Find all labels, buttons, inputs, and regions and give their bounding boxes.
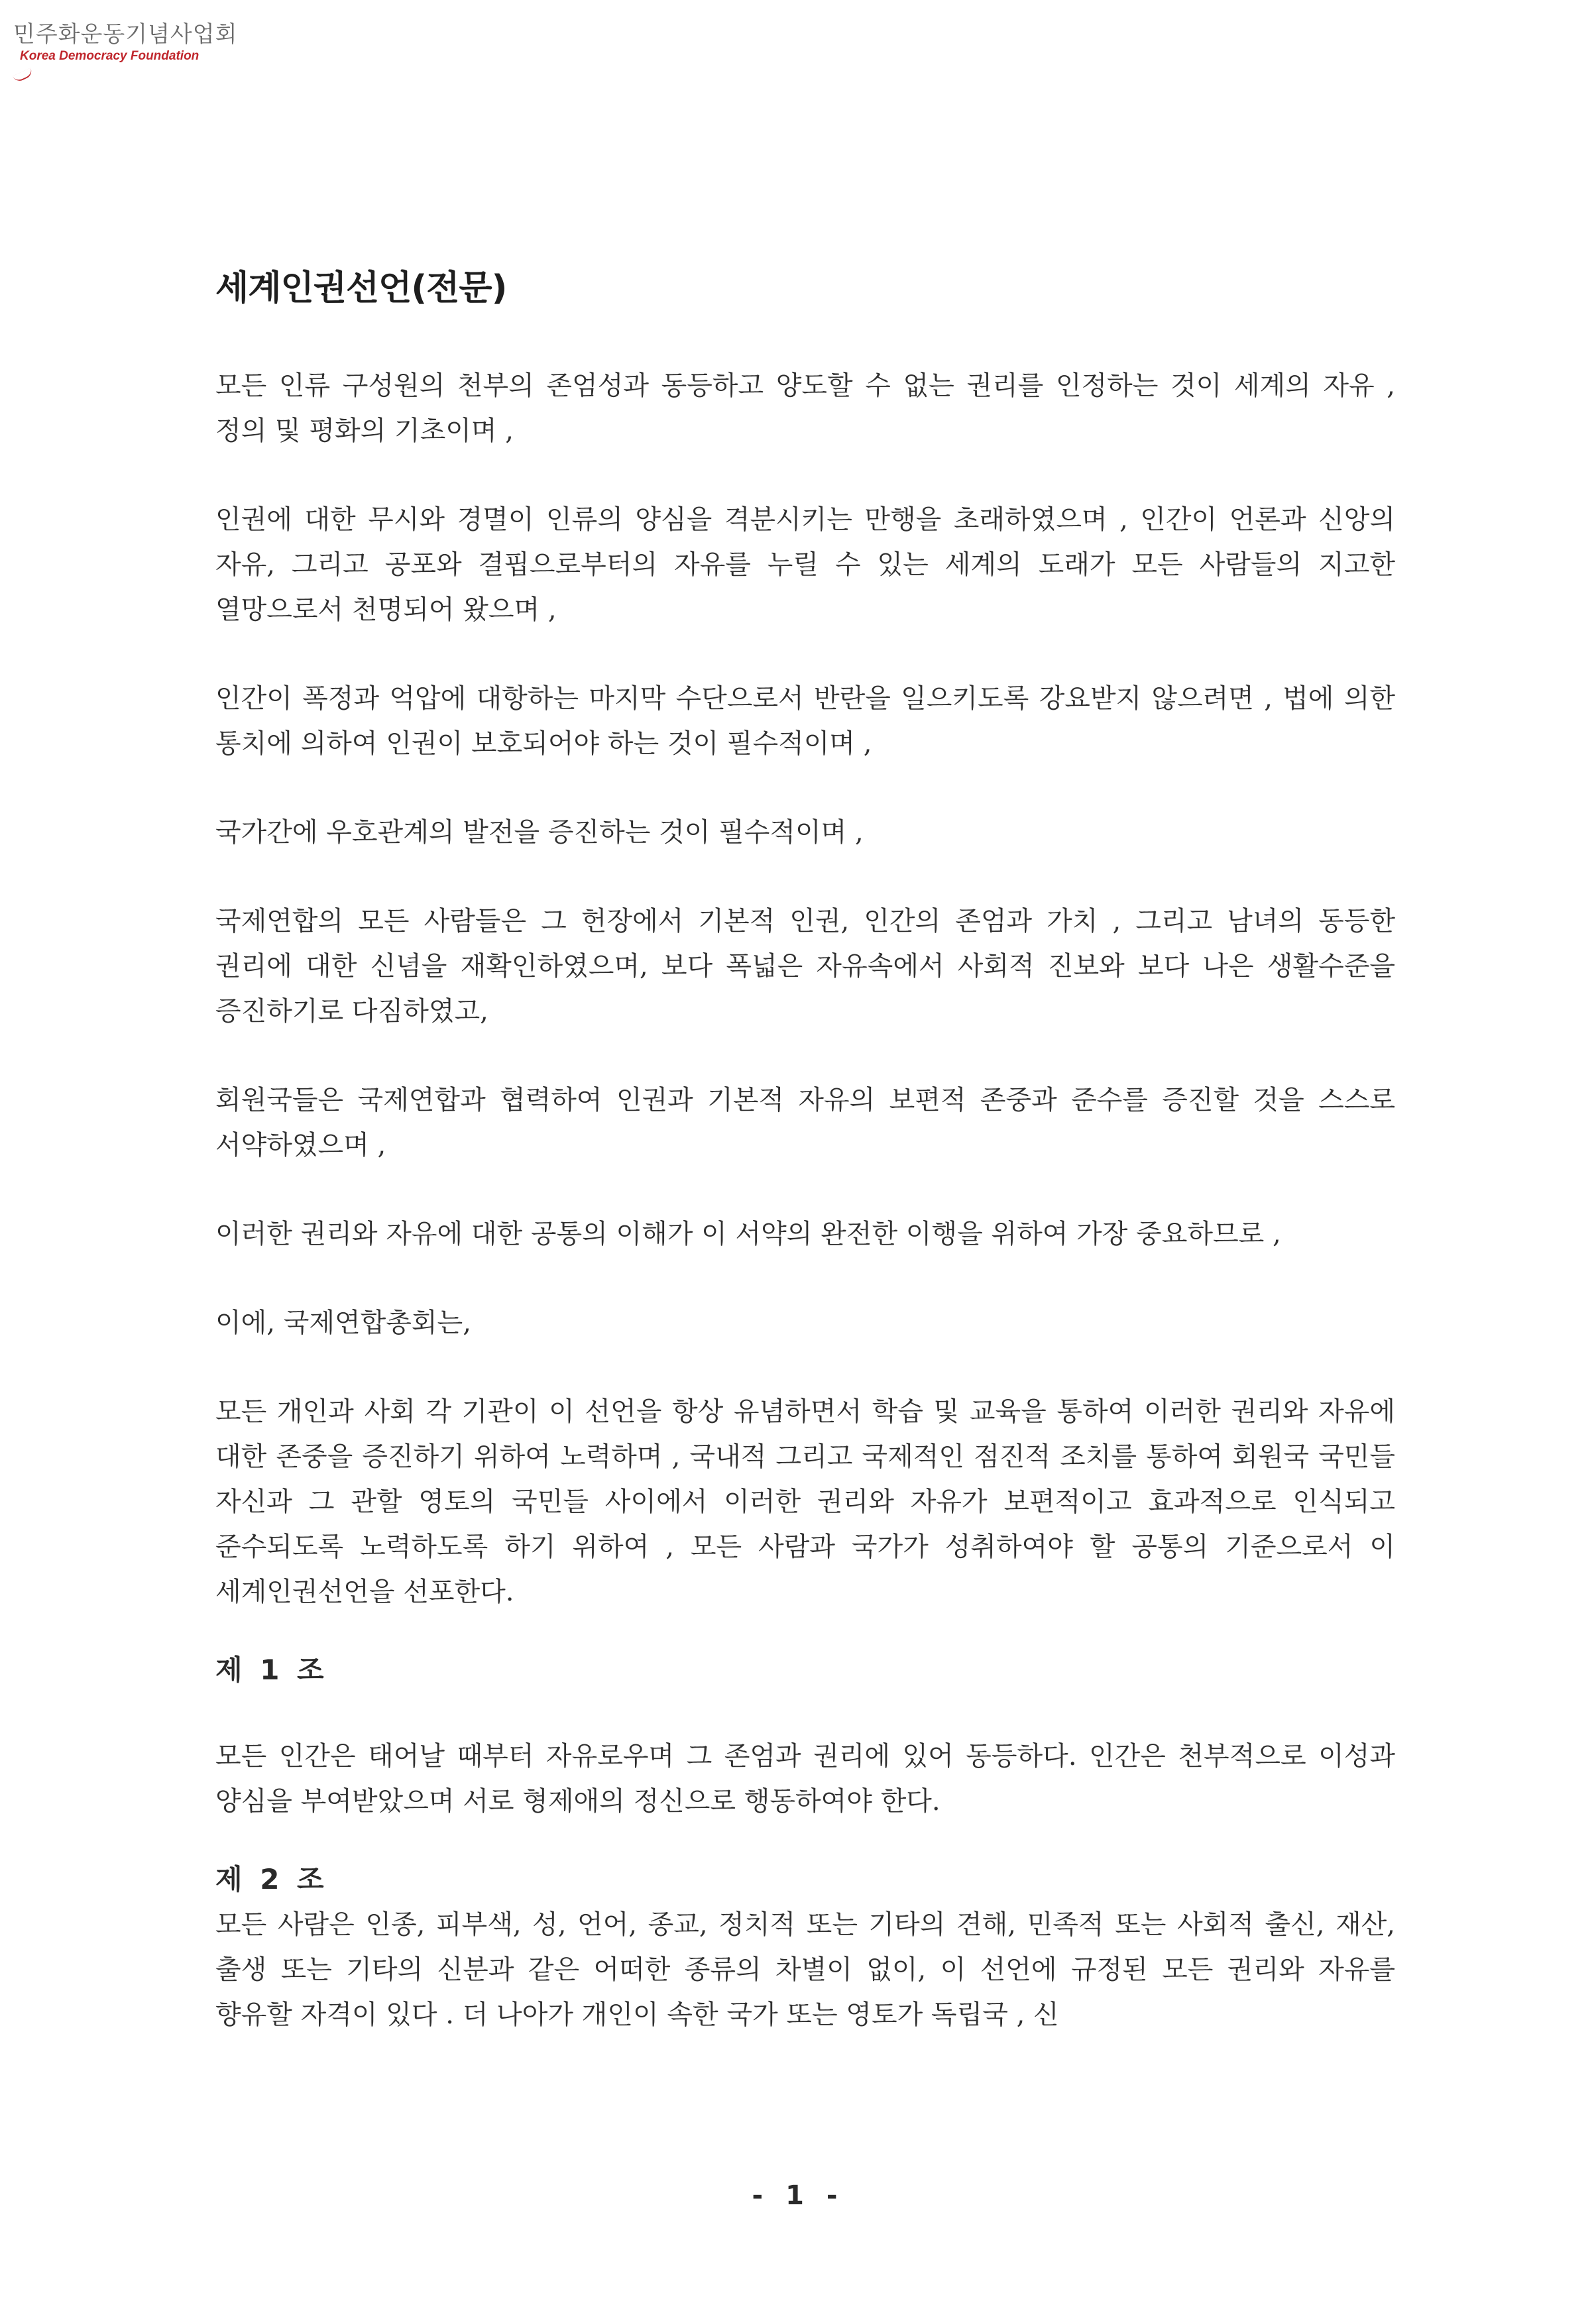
document-body bbox=[215, 363, 1395, 2037]
article-1-heading: 제 1 조 bbox=[215, 1654, 328, 1686]
page-number: - 1 - bbox=[752, 2180, 844, 2211]
logo-english-text: Korea Democracy Foundation bbox=[20, 49, 200, 63]
logo-swoosh-icon bbox=[13, 68, 34, 84]
preamble-paragraph: 이러한 권리와 자유에 대한 공통의 이해가 이 서약의 완전한 이행을 위하여 가장 중요하므로 , bbox=[215, 1219, 1281, 1249]
preamble-paragraph: 모든 인류 구성원의 천부의 존엄성과 동등하고 양도할 수 없는 권리를 인정하는 것이 세계의 자유 , 정의 및 평화의 기초이며 , bbox=[215, 370, 1395, 446]
article-2-text: 모든 사람은 인종, 피부색, 성, 언어, 종교, 정치적 또는 기타의 견해, 민족적 또는 사회적 출신, 재산, 출생 또는 기타의 신분과 같은 어떠한 종류의 차별이 없이, 이 선언에 규정된 모든 권리와 자유를 향유할 자격이 있다 . 더 나아가 개인이 속한 국가 또는 영토가 독립국 , 신 bbox=[215, 1909, 1395, 2030]
article-1-text: 모든 인간은 태어날 때부터 자유로우며 그 존엄과 권리에 있어 동등하다. 인간은 천부적으로 이성과 양심을 부여받았으며 서로 형제애의 정신으로 행동하여야 한다. bbox=[215, 1741, 1395, 1817]
preamble-paragraph: 국가간에 우호관계의 발전을 증진하는 것이 필수적이며 , bbox=[215, 817, 864, 848]
preamble-paragraph: 모든 개인과 사회 각 기관이 이 선언을 항상 유념하면서 학습 및 교육을 통하여 이러한 권리와 자유에 대한 존중을 증진하기 위하여 노력하며 , 국내적 그리고 국제적인 점진적 조치를 통하여 회원국 국민들 자신과 그 관할 영토의 국민들 사이에서 이러한 권리와 자유가 보편적이고 효과적으로 인식되고 준수되도록 노력하도록 하기 위하여 , 모든 사람과 국가가 성취하여야 할 공통의 기준으로서 이 세계인권선언을 선포한다. bbox=[215, 1396, 1395, 1607]
preamble-paragraph: 인권에 대한 무시와 경멸이 인류의 양심을 격분시키는 만행을 초래하였으며 , 인간이 언론과 신앙의 자유, 그리고 공포와 결핍으로부터의 자유를 누릴 수 있는 세계의 도래가 모든 사람들의 지고한 열망으로서 천명되어 왔으며 , bbox=[215, 504, 1395, 625]
logo-korean-text: 민주화운동기념사업회 bbox=[13, 21, 238, 48]
preamble-paragraph: 국제연합의 모든 사람들은 그 헌장에서 기본적 인권, 인간의 존엄과 가치 , 그리고 남녀의 동등한 권리에 대한 신념을 재확인하였으며, 보다 폭넓은 자유속에서 사회적 진보와 보다 나은 생활수준을 증진하기로 다짐하였고, bbox=[215, 906, 1395, 1027]
preamble-paragraph: 인간이 폭정과 억압에 대항하는 마지막 수단으로서 반란을 일으키도록 강요받지 않으려면 , 법에 의한 통치에 의하여 인권이 보호되어야 하는 것이 필수적이며 , bbox=[215, 683, 1395, 759]
preamble-paragraph: 이에, 국제연합총회는, bbox=[215, 1308, 471, 1338]
preamble-paragraph: 회원국들은 국제연합과 협력하여 인권과 기본적 자유의 보편적 존중과 준수를 증진할 것을 스스로 서약하였으며 , bbox=[215, 1085, 1395, 1160]
document-title: 세계인권선언(전문) bbox=[215, 268, 507, 308]
foundation-logo bbox=[13, 20, 238, 64]
article-2-heading: 제 2 조 bbox=[215, 1863, 328, 1895]
